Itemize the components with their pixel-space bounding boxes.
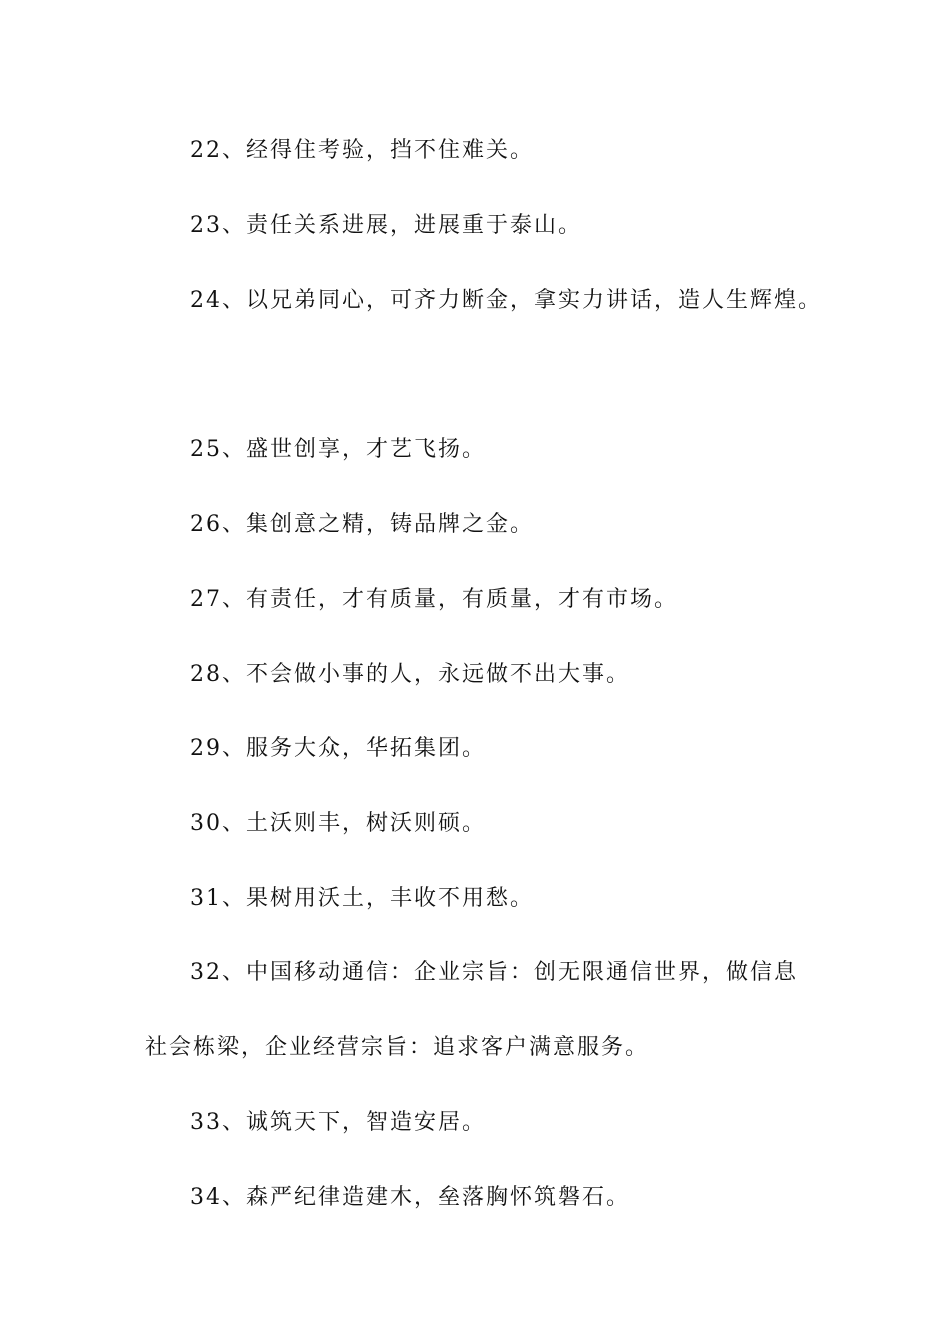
slogan-24: 24、以兄弟同心，可齐力断金，拿实力讲话，造人生辉煌。: [190, 288, 822, 313]
slogan-30: 30、土沃则丰，树沃则硕。: [190, 811, 486, 836]
slogan-27: 27、有责任，才有质量，有质量，才有市场。: [190, 587, 678, 612]
slogan-26: 26、集创意之精，铸品牌之金。: [190, 512, 534, 537]
slogan-25: 25、盛世创享，才艺飞扬。: [190, 437, 486, 462]
slogan-23: 23、责任关系进展，进展重于泰山。: [190, 213, 582, 238]
slogan-34: 34、森严纪律造建木，垒落胸怀筑磐石。: [190, 1185, 630, 1210]
slogan-28: 28、不会做小事的人，永远做不出大事。: [190, 662, 630, 687]
slogan-31: 31、果树用沃土，丰收不用愁。: [190, 886, 534, 911]
slogan-33: 33、诚筑天下，智造安居。: [190, 1110, 486, 1135]
slogan-29: 29、服务大众，华拓集团。: [190, 736, 486, 761]
slogan-22: 22、经得住考验，挡不住难关。: [190, 138, 534, 163]
slogan-32-line-2: 社会栋梁，企业经营宗旨：追求客户满意服务。: [145, 1035, 650, 1060]
slogan-32-line-1: 32、中国移动通信：企业宗旨：创无限通信世界，做信息: [190, 960, 798, 985]
